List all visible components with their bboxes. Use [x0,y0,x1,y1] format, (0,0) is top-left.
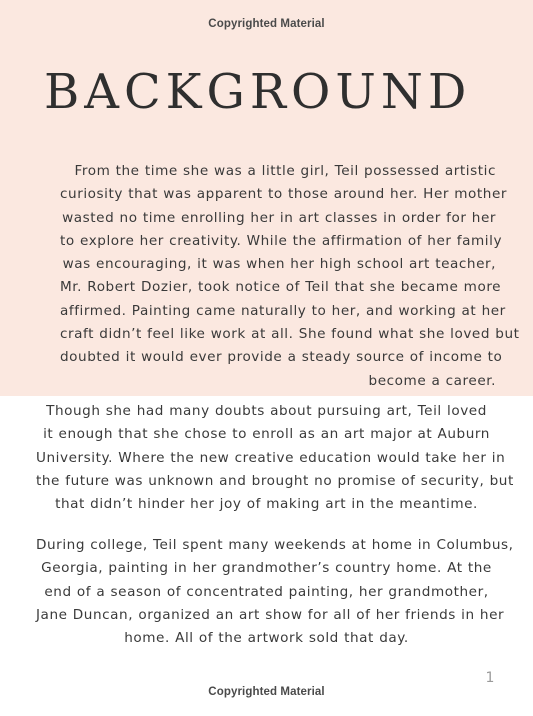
paragraph-line: was encouraging, it was when her high school art teacher, [62,256,496,273]
copyright-notice-bottom: Copyrighted Material [208,686,325,698]
paragraph-line: Mr. Robert Dozier, took notice of Teil that she became more [60,279,502,296]
paragraph-3 [36,534,514,650]
paragraph-line: to explore her creativity. While the affirmation of her family [60,232,503,249]
paragraph-line: Though she had many doubts about pursuing art, Teil loved [46,403,487,419]
paragraph-line: During college, Teil spent many weekends at home in Columbus, [36,537,514,553]
paragraph-line: the future was unknown and brought no promise of security, but [36,472,514,489]
paragraph-line: wasted no time enrolling her in art classes in order for her [62,209,496,226]
paragraph-line: University. Where the new creative education would take her in [36,449,506,466]
paragraph-line: that didn’t hinder her joy of making art in the meantime. [55,496,478,513]
paragraph-line: From the time she was a little girl, Teil possessed artistic [74,163,496,179]
paragraph-line: curiosity that was apparent to those around her. Her mother [60,186,508,203]
copyright-notice-top: Copyrighted Material [208,18,325,30]
paragraph-line: it enough that she chose to enroll as an art major at Auburn [43,426,490,443]
paragraph-line: become a career. [368,372,496,389]
paragraph-line: end of a season of concentrated painting, her grandmother, [44,583,489,600]
paragraph-line: Jane Duncan, organized an art show for all of her friends in her [36,606,505,623]
paragraph-line: home. All of the artwork sold that day. [124,630,409,647]
paragraph-2 [36,400,514,516]
page-title: BACKGROUND [44,64,472,120]
paragraph-line: craft didn’t feel like work at all. She found what she loved but [60,326,520,343]
paragraph-line: doubted it would ever provide a steady source of income to [60,349,503,366]
paragraph-1 [60,160,520,393]
page-number: 1 [485,670,495,686]
paragraph-line: Georgia, painting in her grandmother’s country home. At the [41,560,492,577]
paragraph-line: affirmed. Painting came naturally to her, and working at her [60,302,506,319]
